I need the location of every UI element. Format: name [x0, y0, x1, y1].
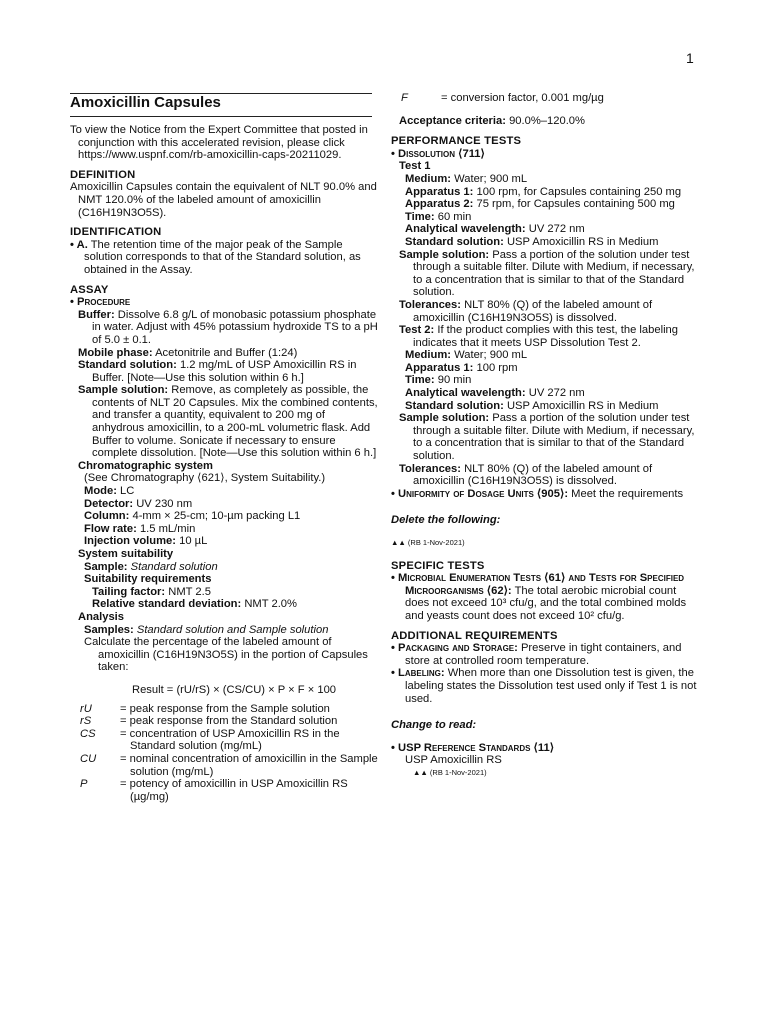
suit-sample-label: Sample:	[84, 560, 128, 573]
flow-rate-label: Flow rate:	[84, 522, 137, 535]
calc-text: Calculate the percentage of the labeled amount of amoxicillin (C16H19N3O5S) in the portion of Capsules taken:	[84, 636, 368, 674]
t2-sample-label: Sample solution:	[399, 412, 490, 425]
mobile-phase-label: Mobile phase:	[78, 346, 153, 359]
t1-app1-label: Apparatus 1:	[405, 185, 474, 198]
t1-wavelength-text: UV 272 nm	[528, 223, 585, 236]
t1-sample-label: Sample solution:	[399, 248, 490, 261]
left-column	[70, 124, 378, 803]
procedure-label: • Procedure	[70, 296, 131, 309]
packaging-text: Preserve in tight containers, and store at controlled room temperature.	[405, 642, 682, 667]
delete-note: Delete the following:	[391, 514, 501, 527]
tailing-label: Tailing factor:	[92, 585, 166, 598]
chrom-system-label: Chromatographic system	[78, 459, 213, 472]
test2-text: If the product complies with this test, the labeling indicates that it meets USP Dissolution Test 2.	[413, 324, 679, 349]
additional-requirements-heading: ADDITIONAL REQUIREMENTS	[391, 629, 558, 642]
buffer-text: Dissolve 6.8 g/L of monobasic potassium phosphate in water. Adjust with 45% potassium hydroxide TS to a pH of 5.0 ± 0.1.	[92, 308, 378, 346]
mobile-phase-text: Acetonitrile and Buffer (1:24)	[155, 346, 298, 359]
def-text: = nominal concentration of amoxicillin in the Sample solution (mg/mL)	[120, 752, 378, 778]
formula-definition-row	[70, 753, 378, 778]
t1-time-label: Time:	[405, 210, 435, 223]
revision-marker-1: ▲▲ (RB 1-Nov-2021)	[391, 538, 465, 547]
def-symbol: rU	[80, 702, 92, 715]
change-note: Change to read:	[391, 719, 477, 732]
right-column	[391, 92, 701, 780]
acceptance-text: 90.0%–120.0%	[509, 114, 585, 127]
analysis-samples-text: Standard solution and Sample solution	[136, 623, 329, 636]
notice-text: To view the Notice from the Expert Committee that posted in conjunction with this accelerated revision, please click https://www.uspnf.com/rb-amoxicillin-caps-20211029.	[70, 124, 368, 162]
t1-medium-label: Medium:	[405, 172, 451, 185]
suit-sample-text: Standard solution	[130, 560, 218, 573]
labeling-text: When more than one Dissolution test is given, the labeling states the Dissolution test used only if Test 1 is not used.	[405, 667, 697, 705]
column-text: 4-mm × 25-cm; 10-µm packing L1	[132, 510, 301, 523]
def-text: = concentration of USP Amoxicillin RS in the Standard solution (mg/mL)	[120, 727, 340, 753]
analysis-samples-label: Samples:	[84, 623, 134, 636]
dissolution-label: • Dissolution ⟨711⟩	[391, 147, 485, 160]
identification-heading: IDENTIFICATION	[70, 226, 162, 239]
t2-app-text: 100 rpm	[476, 361, 518, 374]
microbial-text: The total aerobic microbial count does not exceed 10³ cfu/g, and the total combined molds and yeasts count does not exceed 10² cfu/g.	[405, 584, 687, 622]
t2-medium-text: Water; 900 mL	[454, 349, 528, 362]
formula-definitions	[70, 703, 378, 804]
formula-definition-row	[70, 728, 378, 753]
def-text: = potency of amoxicillin in USP Amoxicillin RS (µg/mg)	[120, 778, 348, 803]
rsd-text: NMT 2.0%	[244, 598, 297, 611]
tailing-text: NMT 2.5	[168, 585, 211, 598]
identification-a-label: • A.	[70, 238, 88, 251]
column-label: Column:	[84, 510, 130, 523]
formula-definition-row	[70, 778, 378, 803]
test1-label: Test 1	[399, 160, 431, 173]
mode-label: Mode:	[84, 485, 117, 498]
uniformity-label: • Uniformity of Dosage Units ⟨905⟩:	[391, 487, 569, 500]
standard-solution-label: Standard solution:	[78, 359, 177, 372]
t2-sample-text: Pass a portion of the solution under test through a suitable filter. Dilute with Medium, if necessary, to a concentration that is similar to that of the Standard solution.	[413, 412, 695, 463]
def-symbol: CU	[80, 752, 97, 765]
test2-label: Test 2:	[399, 324, 435, 337]
system-suitability-label: System suitability	[78, 548, 174, 560]
formula-definition-row	[70, 715, 378, 728]
injection-volume-label: Injection volume:	[84, 535, 176, 548]
def-symbol: CS	[80, 727, 96, 740]
chrom-system-ref: (See Chromatography ⟨621⟩, System Suitability.)	[84, 472, 326, 485]
title-rule-bottom	[70, 116, 372, 117]
identification-a-text: The retention time of the major peak of the Sample solution corresponds to that of the Standard solution, as obtained in the Assay.	[84, 238, 361, 276]
def-symbol-f: F	[401, 92, 408, 104]
t1-app1-text: 100 rpm, for Capsules containing 250 mg	[476, 185, 682, 198]
standard-solution-text: 1.2 mg/mL of USP Amoxicillin RS in Buffer. [Note—Use this solution within 6 h.]	[92, 359, 357, 384]
buffer-label: Buffer:	[78, 308, 115, 321]
t1-time-text: 60 min	[437, 210, 472, 223]
t2-tolerances-label: Tolerances:	[399, 462, 461, 475]
performance-heading: PERFORMANCE TESTS	[391, 135, 522, 148]
t1-app2-text: 75 rpm, for Capsules containing 500 mg	[476, 198, 675, 211]
usp-ref-label: • USP Reference Standards ⟨11⟩	[391, 741, 555, 754]
injection-volume-text: 10 µL	[179, 535, 208, 548]
t1-std-label: Standard solution:	[405, 235, 504, 248]
acceptance-label: Acceptance criteria:	[399, 114, 506, 127]
t2-std-label: Standard solution:	[405, 399, 504, 412]
formula-definition-row	[70, 703, 378, 716]
flow-rate-text: 1.5 mL/min	[139, 522, 196, 535]
sample-solution-label: Sample solution:	[78, 384, 169, 397]
rsd-label: Relative standard deviation:	[92, 598, 242, 611]
revision-marker-2: ▲▲ (RB 1-Nov-2021)	[413, 767, 487, 777]
definition-heading: DEFINITION	[70, 168, 136, 181]
def-text: = peak response from the Standard solution	[120, 715, 338, 728]
page-number: 1	[686, 50, 694, 66]
sample-solution-text: Remove, as completely as possible, the contents of NLT 20 Capsules. Mix the combined contents, and transfer a quantity, equivalent to 200 mg of anhydrous amoxicillin, to a 200-mL volumetric flask. Add Buffer to volume. Sonicate if necessary to ensure complete dissolution. [Note—Use this solution within 6 h.]	[92, 384, 378, 460]
analysis-label: Analysis	[78, 610, 125, 623]
t1-medium-text: Water; 900 mL	[454, 172, 528, 185]
t2-tolerances-text: NLT 80% (Q) of the labeled amount of amoxicillin (C16H19N3O5S) is dissolved.	[413, 462, 653, 488]
t2-wavelength-label: Analytical wavelength:	[405, 387, 526, 400]
uniformity-text: Meet the requirements	[571, 487, 684, 500]
def-text-f: = conversion factor, 0.001 mg/µg	[441, 92, 604, 104]
result-formula: Result = (rU/rS) × (CS/CU) × P × F × 100	[131, 683, 337, 696]
detector-text: UV 230 nm	[136, 497, 193, 510]
t1-wavelength-label: Analytical wavelength:	[405, 223, 526, 236]
detector-label: Detector:	[84, 497, 134, 510]
def-text: = peak response from the Sample solution	[120, 702, 330, 715]
t2-time-label: Time:	[405, 374, 435, 387]
assay-heading: ASSAY	[70, 283, 109, 296]
t2-app-label: Apparatus 1:	[405, 361, 474, 374]
specific-tests-heading: SPECIFIC TESTS	[391, 559, 485, 572]
suit-req-label: Suitability requirements	[84, 573, 212, 586]
t2-wavelength-text: UV 272 nm	[528, 387, 585, 400]
labeling-label: • Labeling:	[391, 667, 445, 680]
t1-std-text: USP Amoxicillin RS in Medium	[506, 235, 659, 248]
packaging-label: • Packaging and Storage:	[391, 642, 518, 655]
microbial-label: • Microbial Enumeration Tests ⟨61⟩ and Tests for Specified Microorganisms ⟨62⟩:	[391, 572, 685, 597]
t2-std-text: USP Amoxicillin RS in Medium	[506, 399, 659, 412]
def-symbol: P	[80, 778, 88, 791]
def-symbol: rS	[80, 715, 92, 728]
usp-ref-text: USP Amoxicillin RS	[405, 754, 502, 767]
t1-tolerances-label: Tolerances:	[399, 298, 461, 311]
definition-text: Amoxicillin Capsules contain the equivalent of NLT 90.0% and NMT 120.0% of the labeled amount of amoxicillin (C16H19N3O5S).	[70, 181, 377, 219]
t2-time-text: 90 min	[437, 374, 472, 387]
t2-medium-label: Medium:	[405, 349, 451, 362]
page-title: Amoxicillin Capsules	[70, 94, 221, 111]
mode-text: LC	[120, 485, 135, 498]
t1-app2-label: Apparatus 2:	[405, 198, 474, 211]
t1-sample-text: Pass a portion of the solution under test through a suitable filter. Dilute with Medium, if necessary, to a concentration that is similar to that of the Standard solution.	[413, 248, 695, 299]
t1-tolerances-text: NLT 80% (Q) of the labeled amount of amoxicillin (C16H19N3O5S) is dissolved.	[413, 298, 653, 324]
